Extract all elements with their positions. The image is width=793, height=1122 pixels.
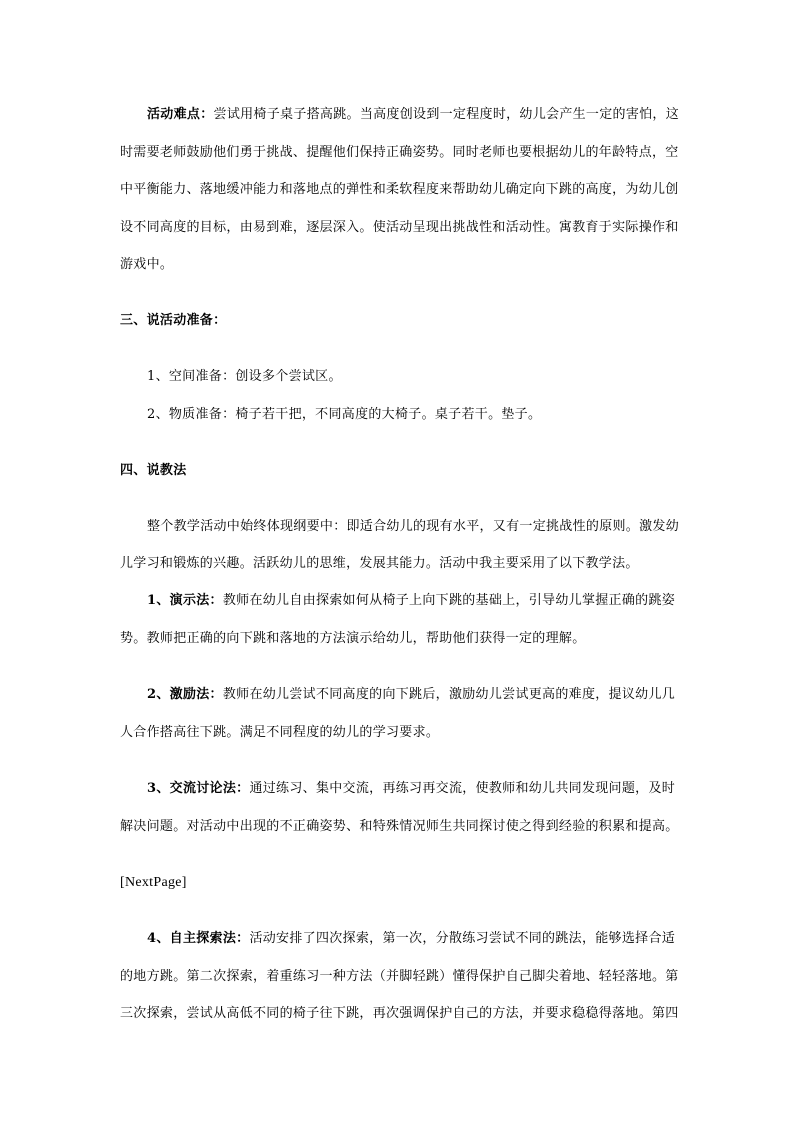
- method4-line-1: 4、自主探索法：活动安排了四次探索，第一次，分散练习尝试不同的跳法，能够选择合适: [147, 931, 676, 946]
- page-break-marker: [NextPage]: [120, 875, 187, 890]
- method2-line-1: 2、激励法：教师在幼儿尝试不同高度的向下跳后，激励幼儿尝试更高的难度，提议幼儿几: [147, 687, 676, 702]
- intro-line-2: 儿学习和锻炼的兴趣。活跃幼儿的思维，发展其能力。活动中我主要采用了以下教学法。: [120, 556, 639, 571]
- method3-label: 3、交流讨论法：: [147, 781, 250, 796]
- prep-item-1: 1、空间准备：创设多个尝试区。: [147, 369, 342, 384]
- method1-label: 1、演示法：: [147, 593, 223, 608]
- prep-item-2: 2、物质准备：椅子若干把，不同高度的大椅子。桌子若干。垫子。: [147, 407, 542, 422]
- difficulty-label: 活动难点：: [147, 107, 214, 122]
- difficulty-line-5: 游戏中。: [120, 257, 174, 272]
- difficulty-line-1: 活动难点：尝试用椅子桌子搭高跳。当高度创设到一定程度时，幼儿会产生一定的害怕，这: [147, 107, 680, 122]
- difficulty-line-4: 设不同高度的目标，由易到难，逐层深入。使活动呈现出挑战性和活动性。寓教育于实际操作和: [120, 220, 679, 235]
- difficulty-line-3: 中平衡能力、落地缓冲能力和落地点的弹性和柔软程度来帮助幼儿确定向下跳的高度，为幼儿创: [120, 182, 679, 197]
- method4-line-2: 的地方跳。第二次探索，着重练习一种方法（并脚轻跳）懂得保护自己脚尖着地、轻轻落地。第: [120, 969, 679, 984]
- section4-heading: 四、说教法: [120, 463, 187, 478]
- intro-line-1: 整个教学活动中始终体现纲要中：即适合幼儿的现有水平，又有一定挑战性的原则。激发幼: [147, 519, 680, 534]
- method4-label: 4、自主探索法：: [147, 931, 250, 946]
- section3-heading: 三、说活动准备：: [120, 313, 227, 328]
- method1-line-2: 势。教师把正确的向下跳和落地的方法演示给幼儿，帮助他们获得一定的理解。: [120, 631, 586, 646]
- method2-line-2: 人合作搭高往下跳。满足不同程度的幼儿的学习要求。: [120, 725, 440, 740]
- method2-label: 2、激励法：: [147, 687, 223, 702]
- method3-line-1: 3、交流讨论法：通过练习、集中交流，再练习再交流，使教师和幼儿共同发现问题，及时: [147, 781, 676, 796]
- method4-line-3: 三次探索，尝试从高低不同的椅子往下跳，再次强调保护自己的方法，并要求稳稳得落地。第四: [120, 1006, 679, 1021]
- method1-line-1: 1、演示法：教师在幼儿自由探索如何从椅子上向下跳的基础上，引导幼儿掌握正确的跳姿: [147, 593, 676, 608]
- method3-line-2: 解决问题。对活动中出现的不正确姿势、和特殊情况师生共同探讨使之得到经验的积累和提高。: [120, 819, 679, 834]
- difficulty-line-2: 时需要老师鼓励他们勇于挑战、提醒他们保持正确姿势。同时老师也要根据幼儿的年龄特点，空: [120, 145, 679, 160]
